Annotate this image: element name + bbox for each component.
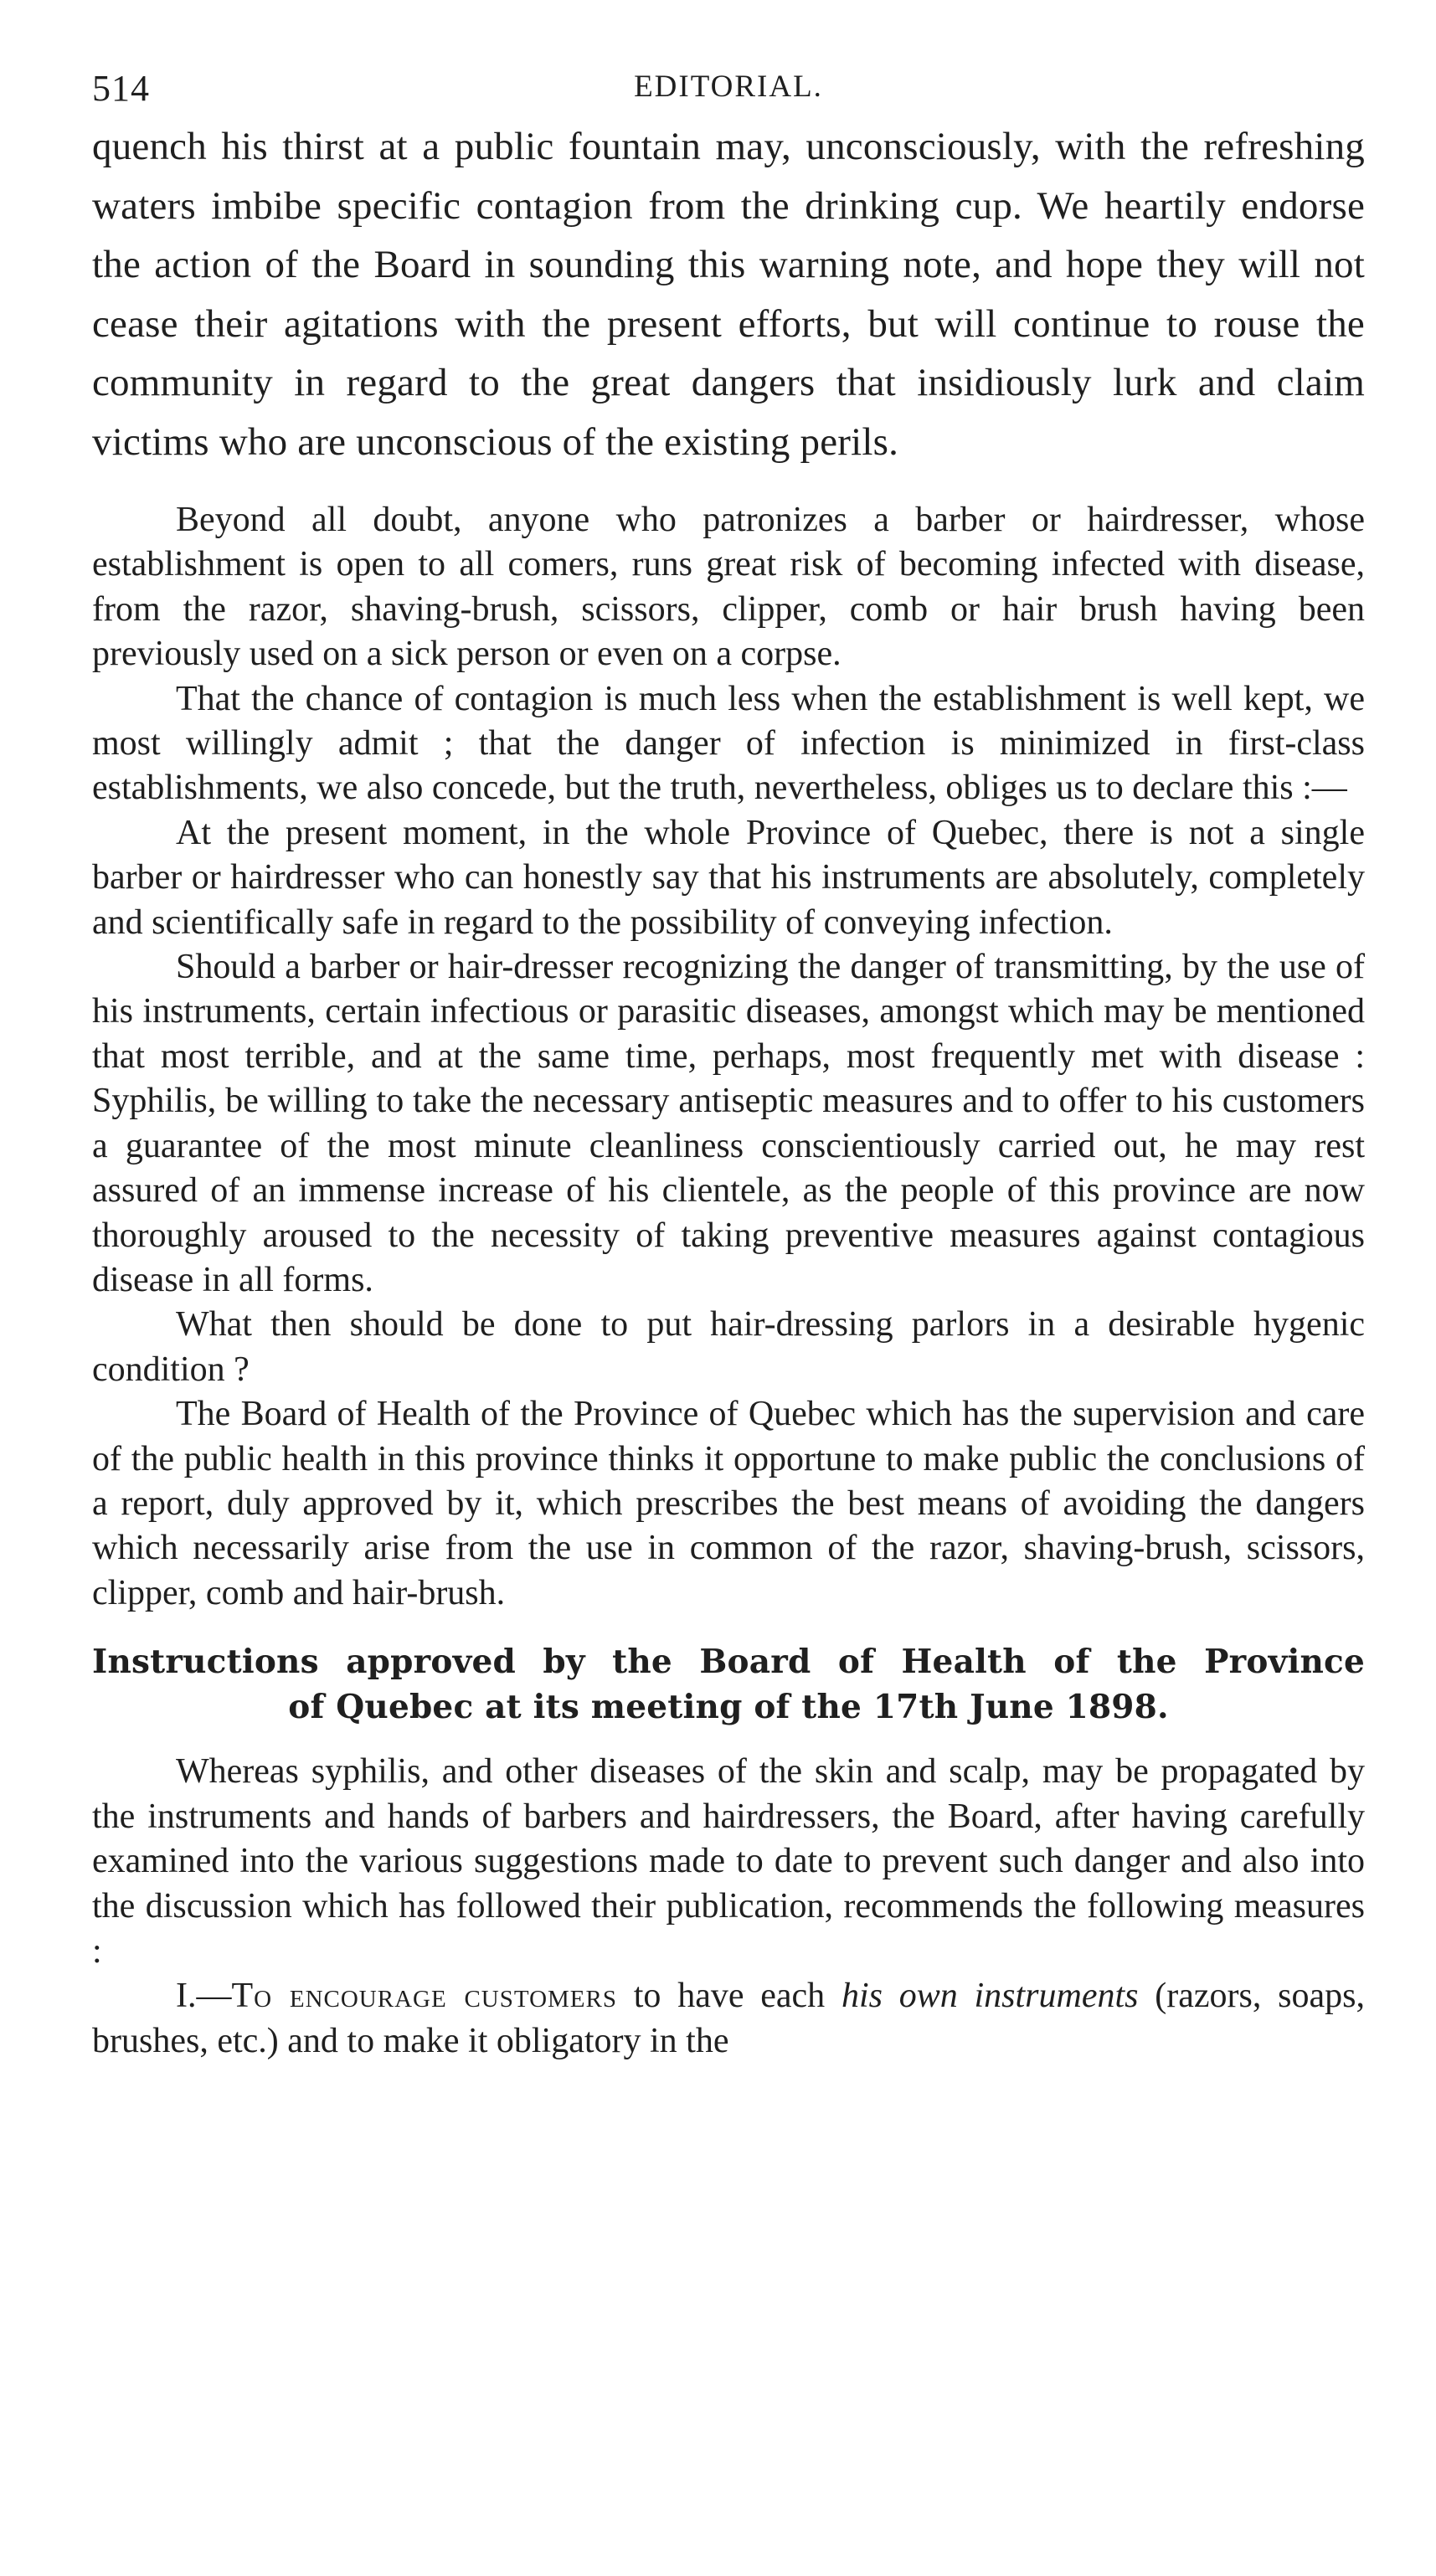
paragraph-transmitting-danger: Should a barber or hair-dresser recognizing the danger of transmitting, by the use of his instruments, certain infectious or parasitic diseases, amongst which may be mentioned that most terrible, and at the same time, perhaps, most frequently met with disease : Syphilis, be willing to take the necessary antiseptic measures and to offer to his customers a guarantee of the most minute cleanliness conscientiously carried out, he may rest assured of an immense increase of his clientele, as the people of this province are now thoroughly aroused to the necessity of taking preventive measures against contagious disease in all forms. — [92, 948, 1365, 1299]
page-number: 514 — [92, 68, 150, 109]
instructions-body — [92, 1750, 1365, 2064]
measure-one-numeral: I.— — [176, 1977, 232, 2016]
paragraph-contagion-chance: That the chance of contagion is much less when the establishment is well kept, we most willingly admit ; that the danger of infection is minimized in first-class establishments, we also concede, but the truth, nevertheless, obliges us to declare this :— — [92, 679, 1365, 808]
paragraph-barber-risk: Beyond all doubt, anyone who patronizes a barber or hairdresser, whose establishment is open to all comers, runs great risk of becoming infected with disease, from the razor, shaving-brush, scissors, clipper, comb or hair brush having been previously used on a sick person or even on a corpse. — [92, 501, 1365, 674]
running-title: EDITORIAL. — [634, 69, 823, 104]
document-page — [92, 59, 1365, 2537]
lead-paragraph: quench his thirst at a public fountain may, unconsciously, with the refreshing waters imbibe specific contagion from the drinking cup. We heartily endorse the action of the Board in sounding this warning note, and hope they will not cease their agitations with the present efforts, but will continue to rouse the community in regard to the great dangers that insidiously lurk and claim victims who are unconscious of the existing perils. — [92, 125, 1365, 464]
running-head — [92, 59, 1365, 117]
measure-one-smallcaps: To encourage customers — [231, 1977, 617, 2016]
measure-one-text-before: to have each — [616, 1977, 842, 2016]
instructions-heading — [92, 1639, 1365, 1730]
paragraph-province-quebec: At the present moment, in the whole Province of Quebec, there is not a single barber or hairdresser who can honestly say that his instruments are absolutely, completely and scientifically safe in regard to the possibility of conveying infection. — [92, 813, 1365, 942]
measure-one-text-after: (razors, soaps, brushes, etc.) and to make it obligatory in the — [92, 1977, 1365, 2060]
paragraph-what-then: What then should be done to put hair-dressing parlors in a desirable hygenic condition ? — [92, 1305, 1365, 1389]
instructions-heading-line-2: of Quebec at its meeting of the 17th June 1898. — [288, 1688, 1169, 1727]
paragraph-whereas: Whereas syphilis, and other diseases of the skin and scalp, may be propagated by the instruments and hands of barbers and hairdressers, the Board, after having carefully examined into the various suggestions made to date to prevent such danger and also into the discussion which has followed their publication, recommends the following measures : — [92, 1752, 1365, 1971]
instructions-heading-line-1: Instructions approved by the Board of Health of the Province — [92, 1643, 1365, 1682]
body-paragraphs — [92, 498, 1365, 1616]
paragraph-board-of-health: The Board of Health of the Province of Quebec which has the supervision and care of the public health in this province thinks it opportune to make public the conclusions of a report, duly approved by it, which prescribes the best means of avoiding the dangers which necessarily arise from the use in common of the razor, shaving-brush, scissors, clipper, comb and hair-brush. — [92, 1395, 1365, 1612]
measure-one-italic: his own instruments — [841, 1977, 1139, 2016]
measure-one — [92, 1974, 1365, 2064]
